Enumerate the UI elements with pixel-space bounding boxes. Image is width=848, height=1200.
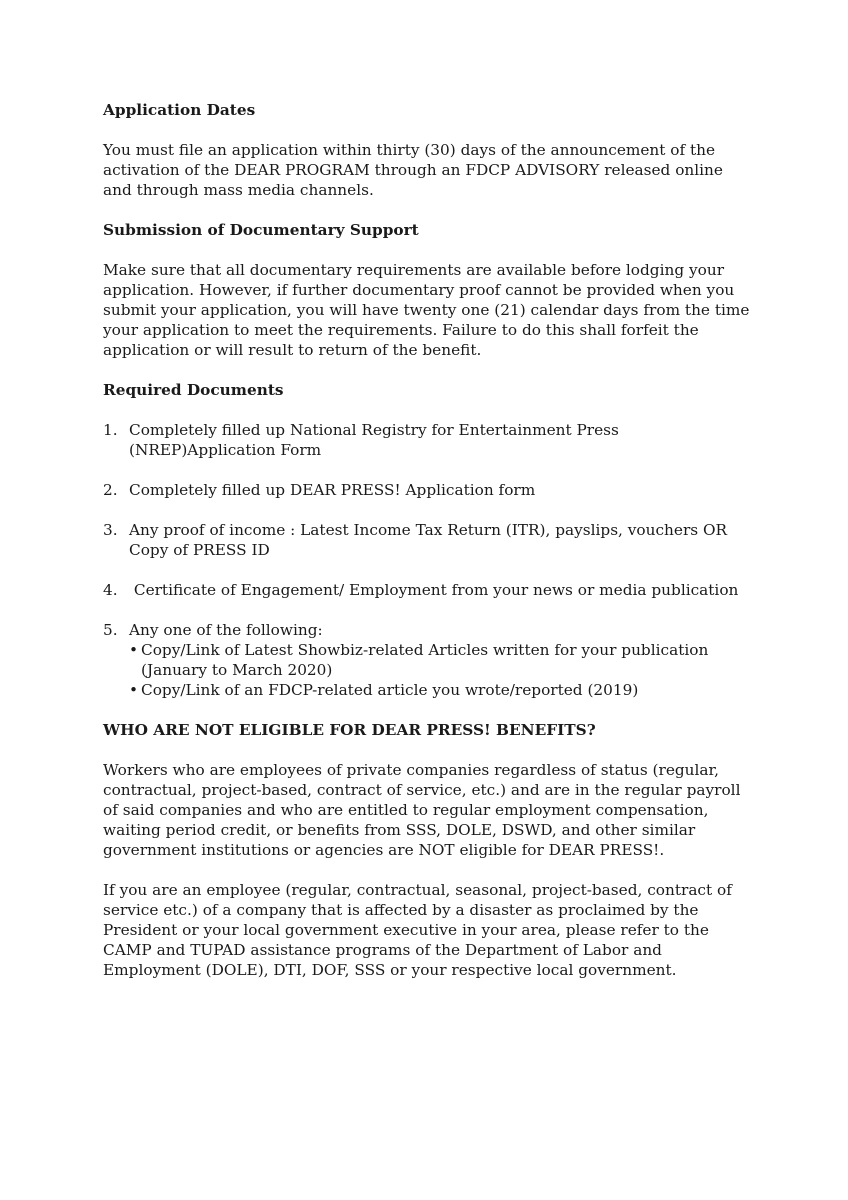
list-item bbox=[103, 580, 753, 600]
list-number: 2. bbox=[103, 481, 118, 499]
documentary-support-heading: Submission of Documentary Support bbox=[103, 221, 419, 239]
list-item bbox=[103, 520, 753, 560]
bullet-icon: • bbox=[129, 681, 139, 699]
sub-list-item-text: Copy/Link of an FDCP-related article you wrote/reported (2019) bbox=[141, 681, 639, 699]
sub-list-item bbox=[129, 640, 753, 680]
required-documents-heading: Required Documents bbox=[103, 381, 284, 399]
list-number: 1. bbox=[103, 421, 118, 439]
sub-list bbox=[129, 640, 753, 700]
document-page bbox=[103, 100, 753, 1000]
list-number: 4. bbox=[103, 581, 118, 599]
not-eligible-paragraph-1: Workers who are employees of private companies regardless of status (regular, contractual, project-based, contract of service, etc.) and are in the regular payroll of said companies and who are entitled to regular employment compensation, waiting period credit, or benefits from SSS, DOLE, DSWD, and other similar government institutions or agencies are NOT eligible for DEAR PRESS!. bbox=[103, 761, 741, 859]
required-documents-list bbox=[103, 420, 753, 700]
documentary-support-paragraph: Make sure that all documentary requirements are available before lodging your application. However, if further documentary proof cannot be provided when you submit your application, you will have twenty one (21) calendar days from the time your application to meet the requirements. Failure to do this shall forfeit the application or will result to return of the benefit. bbox=[103, 261, 750, 359]
list-item-text: Completely filled up National Registry for Entertainment Press (NREP)Application Form bbox=[129, 421, 619, 459]
bullet-icon: • bbox=[129, 641, 139, 659]
list-item-text: Certificate of Engagement/ Employment from your news or media publication bbox=[129, 581, 739, 599]
list-item-text: Any proof of income : Latest Income Tax Return (ITR), payslips, vouchers OR Copy of PRESS ID bbox=[129, 521, 728, 559]
not-eligible-heading: WHO ARE NOT ELIGIBLE FOR DEAR PRESS! BENEFITS? bbox=[103, 721, 596, 739]
application-dates-paragraph: You must file an application within thirty (30) days of the announcement of the activation of the DEAR PROGRAM through an FDCP ADVISORY released online and through mass media channels. bbox=[103, 141, 723, 199]
not-eligible-paragraph-2: If you are an employee (regular, contractual, seasonal, project-based, contract of service etc.) of a company that is affected by a disaster as proclaimed by the President or your local government executive in your area, please refer to the CAMP and TUPAD assistance programs of the Department of Labor and Employment (DOLE), DTI, DOF, SSS or your respective local government. bbox=[103, 881, 732, 979]
list-item bbox=[103, 480, 753, 500]
application-dates-heading: Application Dates bbox=[103, 101, 256, 119]
list-item-text: Any one of the following: bbox=[129, 621, 323, 639]
list-item bbox=[103, 420, 753, 460]
sub-list-item bbox=[129, 680, 753, 700]
list-item-text: Completely filled up DEAR PRESS! Application form bbox=[129, 481, 536, 499]
list-number: 5. bbox=[103, 621, 118, 639]
list-item bbox=[103, 620, 753, 700]
list-number: 3. bbox=[103, 521, 118, 539]
sub-list-item-text: Copy/Link of Latest Showbiz-related Articles written for your publication (January to March 2020) bbox=[141, 641, 709, 679]
